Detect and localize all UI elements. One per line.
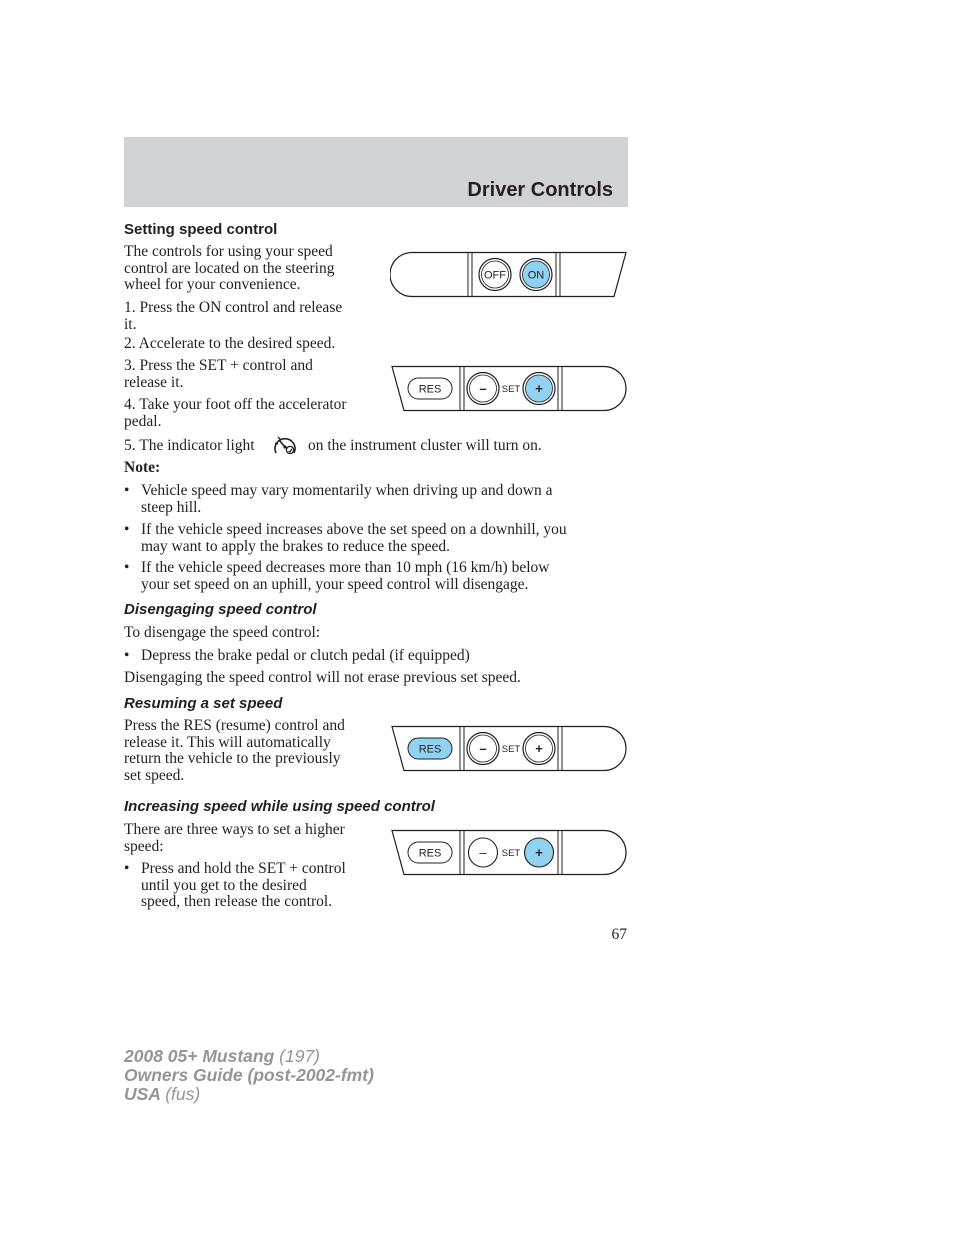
increasing-intro [124,822,345,855]
step-4 [124,397,347,430]
note-line: may want to apply the brakes to reduce the speed. [141,537,451,555]
bullet-dot: • [124,559,130,576]
page-title: Driver Controls [467,179,613,201]
plus-label: + [535,381,543,396]
minus-label: – [479,741,487,756]
document-footer [124,1047,374,1104]
res-button-icon [408,378,452,399]
plus-button-icon [523,733,555,765]
note-line: If the vehicle speed decreases more than 10 mph (16 km/h) below [141,559,550,576]
step-5-text-before: 5. The indicator light [124,437,255,454]
disengaging-intro: To disengage the speed control: [124,624,321,641]
note-bullet-3 [124,560,624,594]
minus-label: – [479,381,487,396]
page-number: 67 [611,926,627,943]
note-line: Vehicle speed may vary momentarily when driving up and down a [141,482,553,499]
res-label: RES [418,743,442,756]
plus-label: + [535,845,543,860]
increasing-intro-line: speed: [124,837,164,855]
set-label: SET [501,384,521,395]
res-button-icon [408,842,452,863]
minus-label: – [479,845,487,860]
resuming-line: set speed. [124,766,185,784]
resuming-text [124,718,345,784]
section-header-bar [124,137,628,207]
on-button-icon [520,259,552,291]
step-5-text-after: on the instrument cluster will turn on. [308,437,542,454]
minus-button-icon [469,838,498,867]
increase-speed-control-diagram [390,829,628,876]
step-4-line: 4. Take your foot off the accelerator [124,396,347,413]
heading-resuming-set-speed: Resuming a set speed [124,695,283,712]
note-bullet-1 [124,483,624,517]
note-bullet-text [141,483,553,516]
note-bullet-2 [124,522,624,556]
heading-setting-speed-control: Setting speed control [124,221,278,238]
footer-market: USA [124,1084,161,1104]
off-label: OFF [484,269,506,282]
resuming-line: release it. This will automatically [124,733,331,751]
footer-market-code: (fus) [165,1084,201,1104]
on-label: ON [527,269,545,282]
set-label: SET [501,744,521,755]
disengaging-bullet [124,648,624,666]
note-bullet-text [141,522,567,555]
step-4-line: pedal. [124,412,162,430]
heading-disengaging-speed-control: Disengaging speed control [124,601,317,618]
speed-control-indicator-icon [272,434,298,458]
footer-line-2 [124,1066,374,1085]
setting-intro-line: control are located on the steering [124,259,335,277]
bullet-dot: • [124,521,130,538]
note-bullet-text [141,560,549,593]
setting-intro-line: wheel for your convenience. [124,276,301,293]
bullet-dot: • [124,860,130,877]
off-button-icon [479,259,511,291]
step-1 [124,300,342,333]
increasing-bullet [124,861,384,913]
increasing-bullet-line: Press and hold the SET + control [141,860,346,877]
disengaging-bullet-text: Depress the brake pedal or clutch pedal (if equipped) [141,647,470,664]
resuming-line: return the vehicle to the previously [124,750,341,767]
footer-guide: Owners Guide (post-2002-fmt) [124,1065,374,1085]
increasing-intro-line: There are three ways to set a higher [124,821,345,838]
increasing-bullet-line: speed, then release the control. [141,893,333,910]
footer-line-1 [124,1047,374,1066]
res-label: RES [418,383,442,396]
bullet-dot: • [124,482,130,499]
resuming-line: Press the RES (resume) control and [124,717,345,734]
step-1-line: 1. Press the ON control and release [124,299,343,316]
plus-button-icon [523,373,555,405]
step-1-line: it. [124,315,137,333]
set-plus-control-diagram [390,365,628,412]
set-label: SET [501,848,521,859]
footer-line-3 [124,1085,374,1104]
increasing-bullet-text [141,861,346,911]
increasing-bullet-line: until you get to the desired [141,876,307,894]
res-button-icon [408,738,452,759]
setting-intro [124,244,334,294]
step-3-line: release it. [124,373,184,391]
heading-increasing-speed: Increasing speed while using speed control [124,798,435,815]
note-line: your set speed on an uphill, your speed control will disengage. [141,575,529,593]
step-2: 2. Accelerate to the desired speed. [124,335,336,352]
step-3 [124,358,313,391]
plus-label: + [535,741,543,756]
footer-model-code: (197) [279,1046,321,1066]
plus-button-icon [525,838,554,867]
note-label: Note: [124,459,161,476]
on-off-control-diagram [390,251,628,298]
note-line: steep hill. [141,498,202,516]
resume-control-diagram [390,725,628,772]
setting-intro-line: The controls for using your speed [124,243,333,260]
step-3-line: 3. Press the SET + control and [124,357,313,374]
minus-button-icon [467,733,499,765]
res-label: RES [418,847,442,860]
note-line: If the vehicle speed increases above the set speed on a downhill, you [141,521,567,538]
minus-button-icon [467,373,499,405]
bullet-dot: • [124,647,130,664]
footer-model: 2008 05+ Mustang [124,1046,275,1066]
disengaging-after: Disengaging the speed control will not erase previous set speed. [124,669,521,686]
